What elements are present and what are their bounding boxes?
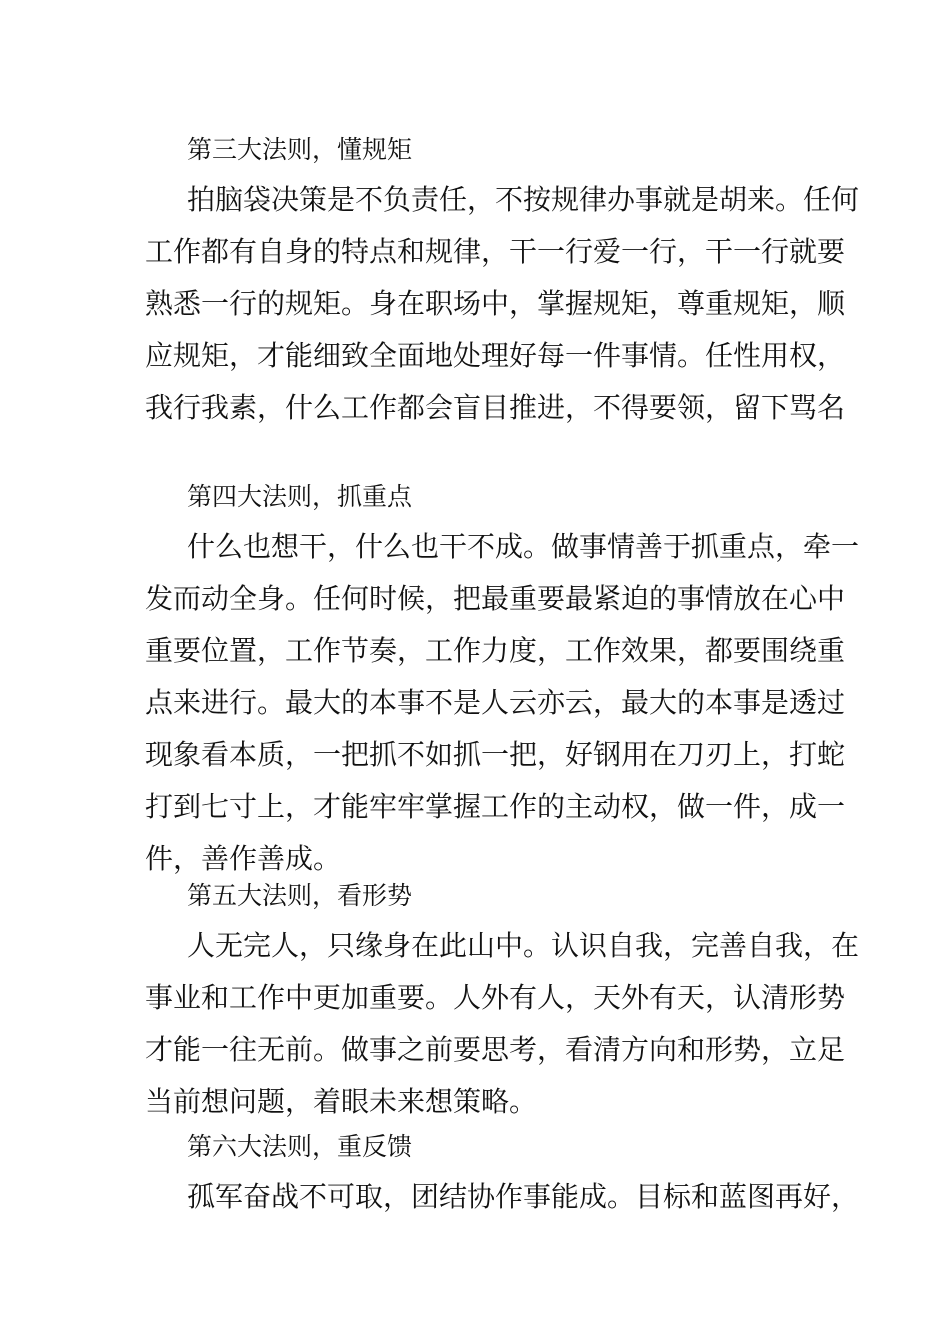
paragraph-line: 我行我素，什么工作都会盲目推进，不得要领，留下骂名 — [145, 391, 846, 424]
section-heading: 第六大法则，重反馈 — [187, 1132, 413, 1161]
paragraph-line: 发而动全身。任何时候，把最重要最紧迫的事情放在心中 — [145, 582, 846, 615]
paragraph-line: 打到七寸上，才能牢牢掌握工作的主动权，做一件，成一 — [145, 790, 846, 823]
paragraph-line: 应规矩，才能细致全面地处理好每一件事情。任性用权， — [145, 339, 846, 372]
section-heading: 第五大法则，看形势 — [187, 881, 413, 910]
paragraph-line: 点来进行。最大的本事不是人云亦云，最大的本事是透过 — [145, 686, 846, 719]
section-heading: 第三大法则，懂规矩 — [187, 135, 413, 164]
paragraph-line: 事业和工作中更加重要。人外有人，天外有天，认清形势 — [145, 981, 846, 1014]
section-paragraph — [145, 174, 860, 434]
section-paragraph — [145, 521, 860, 885]
section-paragraph — [145, 1171, 860, 1223]
paragraph-line: 工作都有自身的特点和规律，干一行爱一行，干一行就要 — [145, 235, 846, 268]
paragraph-line: 重要位置，工作节奏，工作力度，工作效果，都要围绕重 — [145, 634, 846, 667]
paragraph-line: 才能一往无前。做事之前要思考，看清方向和形势，立足 — [145, 1033, 846, 1066]
paragraph-line: 件，善作善成。 — [145, 842, 342, 875]
paragraph-line: 当前想问题，着眼未来想策略。 — [145, 1085, 538, 1118]
paragraph-line: 拍脑袋决策是不负责任，不按规律办事就是胡来。任何 — [187, 183, 860, 216]
paragraph-line: 熟悉一行的规矩。身在职场中，掌握规矩，尊重规矩，顺 — [145, 287, 846, 320]
paragraph-line: 什么也想干，什么也干不成。做事情善于抓重点，牵一 — [187, 530, 860, 563]
section-heading: 第四大法则，抓重点 — [187, 482, 413, 511]
section-paragraph — [145, 920, 860, 1128]
paragraph-line: 孤军奋战不可取，团结协作事能成。目标和蓝图再好， — [187, 1180, 860, 1213]
paragraph-line: 人无完人，只缘身在此山中。认识自我，完善自我，在 — [187, 929, 860, 962]
paragraph-line: 现象看本质，一把抓不如抓一把，好钢用在刀刃上，打蛇 — [145, 738, 846, 771]
